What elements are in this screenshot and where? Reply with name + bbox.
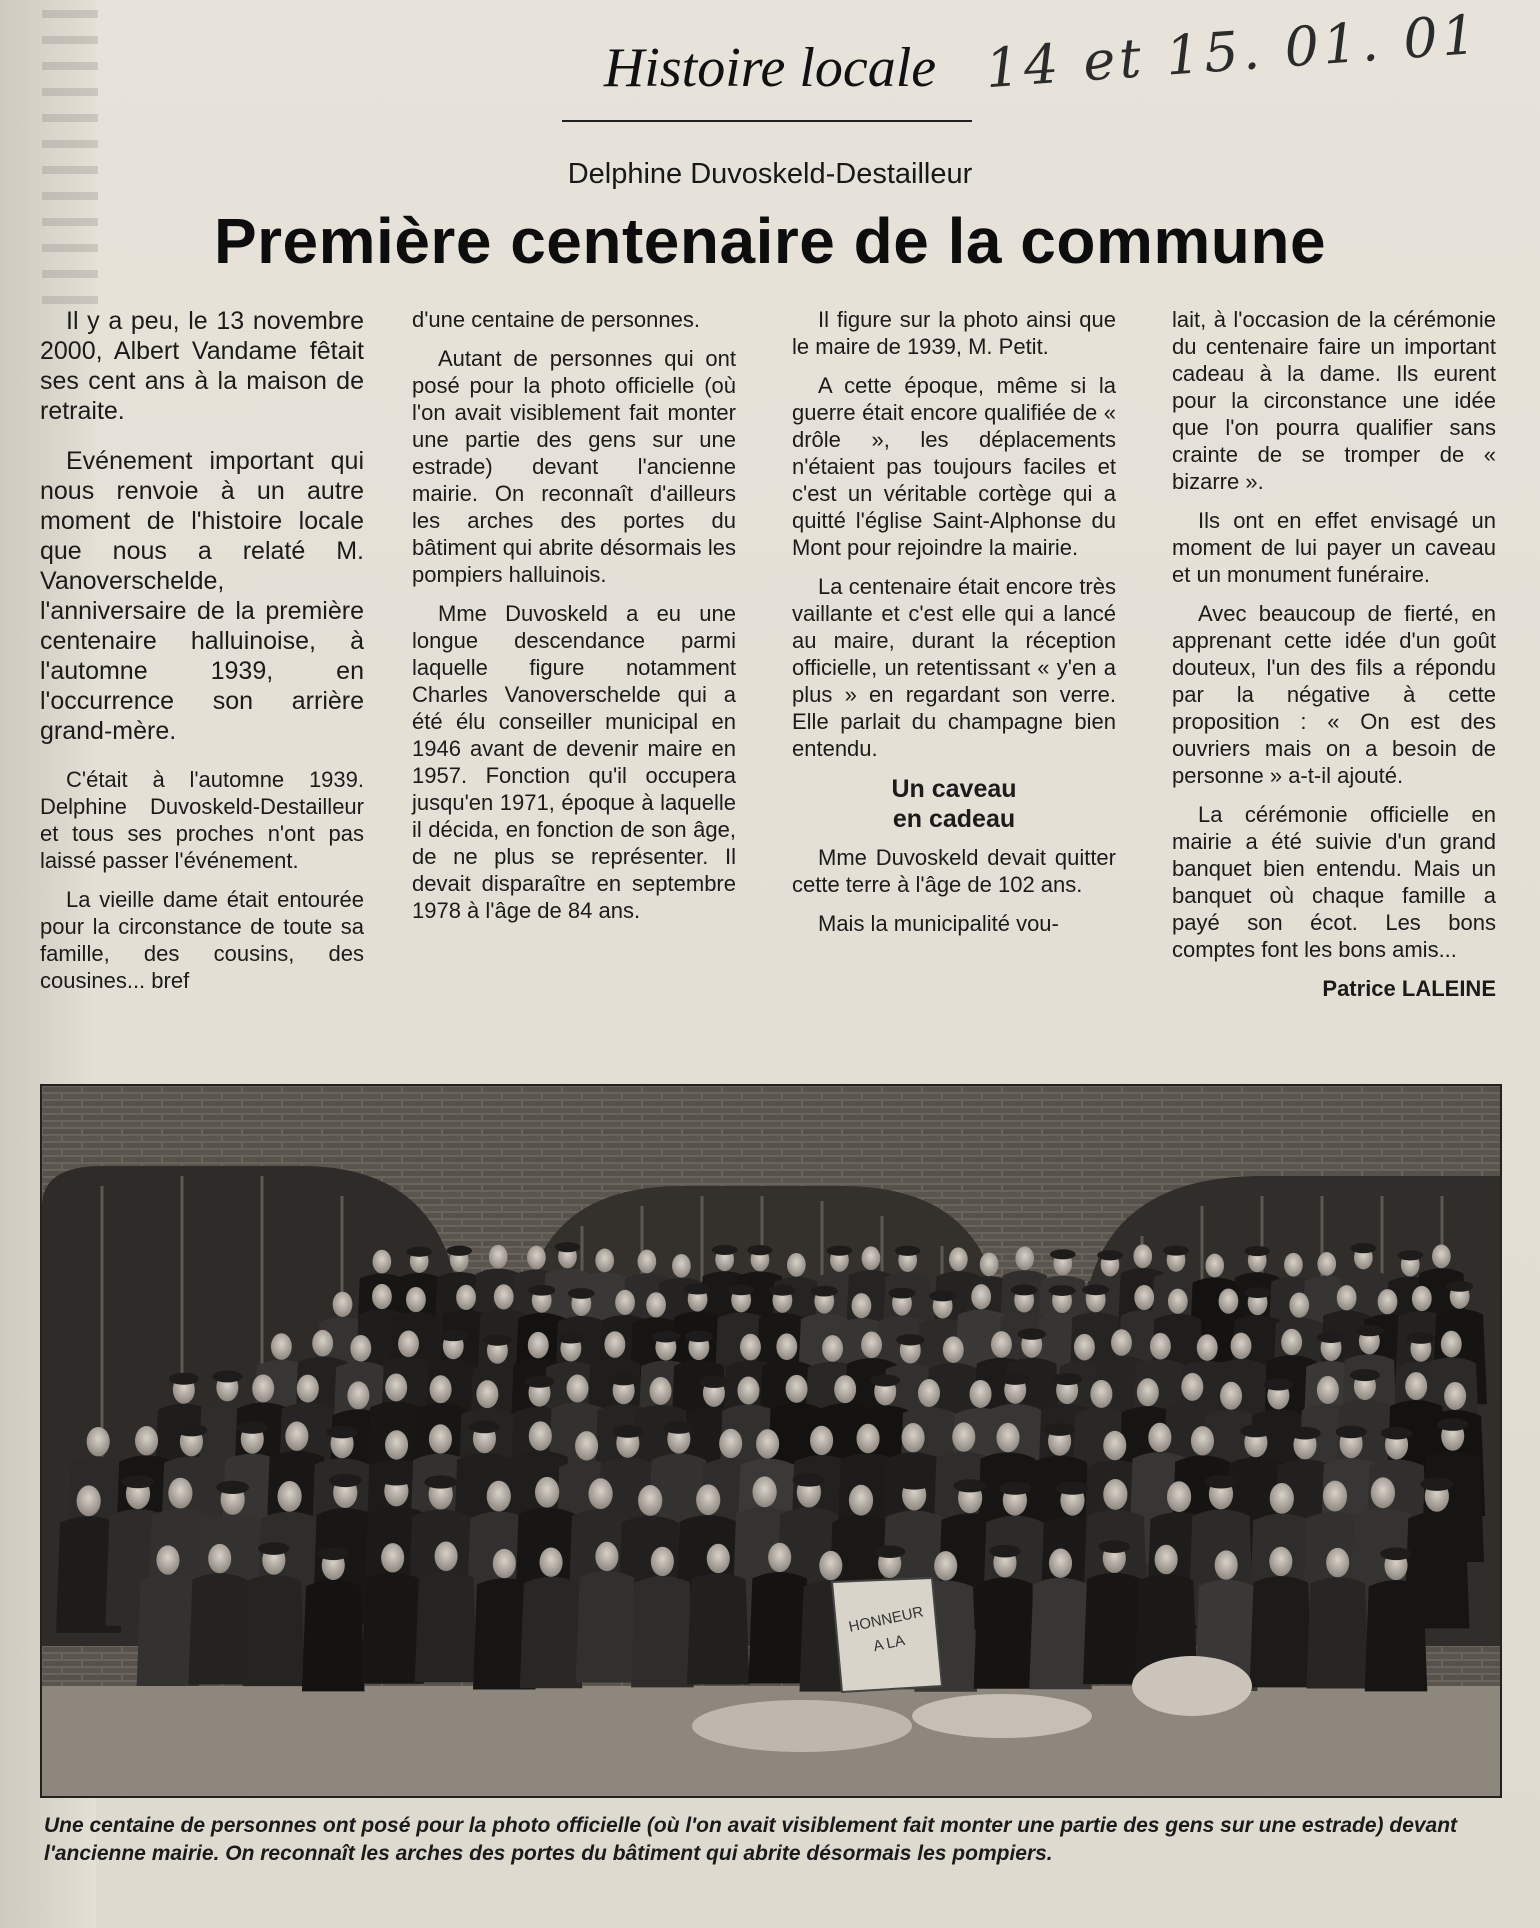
person-hat: [954, 1479, 987, 1492]
person-head: [1444, 1382, 1466, 1410]
person-hat: [1204, 1475, 1237, 1488]
person-head: [595, 1249, 614, 1273]
person-hat: [792, 1473, 825, 1486]
honour-banner: [832, 1578, 942, 1692]
person-hat: [557, 1332, 586, 1343]
person-head: [333, 1292, 353, 1317]
person-head: [1289, 1292, 1309, 1317]
person-hat: [237, 1421, 269, 1434]
section-rubric: Histoire locale: [603, 37, 937, 99]
person-head: [1167, 1481, 1191, 1512]
person-head: [168, 1478, 192, 1509]
person-head: [1231, 1333, 1252, 1360]
person-head: [285, 1421, 308, 1450]
person-head: [156, 1545, 179, 1574]
person-head: [1220, 1382, 1242, 1410]
person-hat: [1380, 1548, 1412, 1561]
person-hat: [895, 1246, 921, 1256]
person-head: [786, 1375, 808, 1403]
person-body: [1029, 1578, 1092, 1689]
person-head: [135, 1426, 158, 1455]
person-hat: [1052, 1373, 1082, 1385]
person-head: [398, 1330, 419, 1357]
person-head: [1323, 1481, 1347, 1512]
paragraph: Avec beaucoup de fierté, en apprenant cette idée d'un goût douteux, l'un des fils a répondu par la négative à cette proposition : « On est des ouvriers mais on a besoin de personne » a-t-il ajouté.: [1172, 601, 1496, 788]
person-hat: [989, 1545, 1021, 1558]
person-head: [1155, 1545, 1178, 1574]
person-head: [810, 1426, 833, 1455]
person-hat: [1097, 1250, 1123, 1260]
person-hat: [469, 1421, 501, 1434]
person-hat: [424, 1475, 457, 1488]
person-hat: [1050, 1249, 1076, 1259]
person-hat: [1244, 1246, 1270, 1256]
person-head: [312, 1330, 333, 1357]
person-head: [435, 1542, 458, 1571]
person-hat: [728, 1284, 755, 1295]
paragraph: La cérémonie officielle en mairie a été suivie d'un grand banquet bien entendu. Mais un banquet où chaque famille a payé son écot. Les bons comptes font les bons amis...: [1172, 802, 1496, 962]
person-hat: [1446, 1281, 1473, 1292]
rubric-underline: [562, 120, 972, 122]
handwritten-date: 14 et 15. 01. 01: [982, 2, 1482, 101]
group-photo: [40, 1084, 1502, 1798]
article-subtitle: Delphine Duvoskeld-Destailleur: [567, 158, 973, 190]
person-head: [1205, 1254, 1224, 1278]
person-hat: [1017, 1328, 1045, 1339]
person-hat: [1289, 1427, 1321, 1440]
person-head: [862, 1246, 881, 1270]
person-head: [1103, 1431, 1126, 1460]
person-head: [649, 1377, 671, 1405]
intertitle: [792, 774, 1116, 834]
person-hat: [568, 1288, 595, 1299]
person-head: [651, 1547, 674, 1576]
person-hat: [1407, 1332, 1436, 1343]
banner-text: HONNEUR: [847, 1603, 925, 1636]
person-head: [768, 1543, 791, 1572]
person-head: [430, 1375, 452, 1403]
person-head: [980, 1252, 999, 1276]
paragraph: Autant de personnes qui ont posé pour la photo officielle (où l'on avait visiblement fait monter une partie des gens sur une estrade) devant l'ancienne mairie. On reconnaît d'ailleurs les arches des portes du bâtiment qui abrite désormais les pompiers halluinois.: [412, 346, 736, 587]
person-hat: [1044, 1423, 1076, 1436]
person-head: [1432, 1244, 1451, 1268]
person-head: [1378, 1289, 1398, 1314]
person-head: [1137, 1378, 1159, 1406]
person-head: [456, 1285, 476, 1310]
person-hat: [1317, 1332, 1346, 1343]
person-head: [1371, 1477, 1395, 1508]
person-head: [646, 1292, 666, 1317]
person-head: [575, 1431, 598, 1460]
person-head: [1412, 1286, 1432, 1311]
person-head: [373, 1250, 392, 1274]
person-head: [372, 1284, 392, 1309]
person-head: [971, 1284, 991, 1309]
person-body: [361, 1572, 424, 1683]
person-head: [385, 1430, 408, 1459]
person-head: [949, 1247, 968, 1271]
person-head: [350, 1335, 371, 1362]
person-head: [1269, 1547, 1292, 1576]
person-head: [1074, 1334, 1095, 1361]
person-head: [787, 1253, 806, 1277]
person-hat: [169, 1373, 199, 1385]
person-body: [687, 1573, 750, 1684]
person-head: [385, 1373, 407, 1401]
person-head: [1219, 1289, 1239, 1314]
person-head: [535, 1477, 559, 1508]
column-4: [1172, 306, 1496, 1014]
person-body: [576, 1571, 639, 1682]
person-hat: [406, 1247, 432, 1257]
person-body: [631, 1576, 694, 1687]
person-head: [952, 1422, 975, 1451]
person-hat: [888, 1288, 915, 1299]
person-head: [604, 1331, 625, 1358]
person-head: [588, 1478, 612, 1509]
paragraph: Mme Duvoskeld a eu une longue descendance parmi laquelle figure notamment Charles Vanoverschelde qui a été élu conseiller municipal en 1946 avant de devenir maire en 1957. Fonction qu'il occupera jusqu'en 1971, époque à laquelle il décida, en fonction de son âge, de ne plus se représenter. Il devait disparaître en septembre 1978 à l'âge de 84 ans.: [412, 601, 736, 923]
person-head: [487, 1481, 511, 1512]
intertitle-line: en cadeau: [892, 805, 1016, 833]
person-head: [493, 1549, 516, 1578]
person-hat: [896, 1334, 925, 1345]
person-head: [527, 1246, 546, 1270]
person-head: [1049, 1549, 1072, 1578]
person-hat: [329, 1474, 362, 1487]
article-body: [40, 306, 1500, 1046]
person-head: [381, 1543, 404, 1572]
person-body: [302, 1580, 365, 1691]
person-body: [415, 1571, 478, 1682]
person-hat: [769, 1285, 796, 1296]
person-head: [819, 1551, 842, 1580]
paragraph: Il figure sur la photo ainsi que le maire de 1939, M. Petit.: [792, 307, 1116, 359]
person-hat: [747, 1245, 773, 1255]
author-signature: Patrice LALEINE: [1322, 976, 1496, 1001]
person-head: [252, 1374, 274, 1402]
person-head: [1103, 1479, 1127, 1510]
person-hat: [555, 1242, 581, 1252]
photo-caption: Une centaine de personnes ont posé pour la photo officielle (où l'on avait visiblement fait monter une partie des gens sur une estrade) devant l'ancienne mairie. On reconnaît les arches des portes du bâtiment qui abrite désormais les pompiers.: [44, 1814, 1458, 1865]
person-hat: [318, 1547, 350, 1560]
person-head: [1181, 1373, 1203, 1401]
person-hat: [652, 1331, 681, 1342]
person-hat: [326, 1426, 358, 1439]
person-hat: [685, 1331, 714, 1342]
person-hat: [528, 1285, 555, 1296]
person-head: [672, 1254, 691, 1278]
person-head: [1284, 1253, 1303, 1277]
person-head: [271, 1333, 292, 1360]
person-head: [719, 1429, 742, 1458]
person-head: [849, 1485, 873, 1516]
person-head: [540, 1547, 563, 1576]
person-head: [638, 1250, 657, 1274]
paragraph: A cette époque, même si la guerre était encore qualifiée de « drôle », les déplacements n'étaient pas toujours faciles et c'est un véritable cortège qui a quitté l'église Saint-Alphonse du Mont pour rejoindre la mairie.: [792, 373, 1116, 560]
person-head: [943, 1336, 964, 1363]
person-hat: [684, 1284, 711, 1295]
person-head: [707, 1544, 730, 1573]
person-head: [1015, 1246, 1034, 1270]
person-hat: [898, 1476, 931, 1489]
person-hat: [1000, 1373, 1030, 1385]
person-head: [1441, 1331, 1462, 1358]
paragraph: Evénement important qui nous renvoie à un autre moment de l'histoire locale que nous a relaté M. Vanoverschelde, l'anniversaire de la première centenaire halluinoise, à l'automne 1939, en l'occurrence son arrière grand-mère.: [40, 447, 364, 745]
person-hat: [1420, 1478, 1453, 1491]
person-head: [737, 1377, 759, 1405]
person-head: [494, 1284, 514, 1309]
person-head: [996, 1423, 1019, 1452]
person-body: [188, 1573, 251, 1684]
person-hat: [1263, 1378, 1293, 1390]
paragraph: Il y a peu, le 13 novembre 2000, Albert Vandame fêtait ses cent ans à la maison de retraite.: [40, 307, 364, 425]
person-head: [1148, 1423, 1171, 1452]
person-body: [974, 1577, 1037, 1688]
person-head: [822, 1335, 843, 1362]
column-2: [412, 306, 736, 936]
column-3: [792, 306, 1116, 949]
person-hat: [1351, 1243, 1377, 1253]
paragraph: Mais la municipalité vou-: [818, 911, 1059, 936]
paragraph: La centenaire était encore très vaillante et c'est elle qui a lancé au maire, durant la réception officielle, un retentissant « y'en a plus » en regardant son verre. Elle parlait du champagne bien entendu.: [792, 574, 1116, 761]
person-body: [243, 1575, 306, 1686]
person-head: [429, 1424, 452, 1453]
person-head: [1191, 1426, 1214, 1455]
person-hat: [1335, 1426, 1367, 1439]
person-head: [1134, 1285, 1154, 1310]
person-head: [1133, 1244, 1152, 1268]
person-hat: [380, 1472, 413, 1485]
person-hat: [712, 1245, 738, 1255]
person-hat: [811, 1286, 838, 1297]
person-hat: [439, 1330, 468, 1341]
person-hat: [447, 1246, 473, 1256]
person-head: [567, 1375, 589, 1403]
person-head: [489, 1245, 508, 1269]
person-head: [595, 1542, 618, 1571]
person-head: [1090, 1380, 1112, 1408]
paragraph: d'une centaine de personnes.: [412, 307, 700, 332]
person-body: [1306, 1577, 1369, 1688]
person-head: [1215, 1550, 1238, 1579]
person-body: [520, 1577, 583, 1688]
person-hat: [1082, 1284, 1109, 1295]
person-head: [77, 1485, 101, 1516]
paragraph: Mme Duvoskeld devait quitter cette terre à l'âge de 102 ans.: [792, 845, 1116, 897]
person-hat: [1163, 1245, 1189, 1255]
paragraph: La vieille dame était entourée pour la circonstance de toute sa famille, des cousins, des cousines... bref: [40, 887, 364, 993]
person-hat: [1056, 1482, 1089, 1495]
person-hat: [663, 1421, 695, 1434]
person-head: [852, 1293, 872, 1318]
person-hat: [699, 1376, 729, 1388]
person-head: [1111, 1329, 1132, 1356]
intertitle-line: Un caveau: [891, 775, 1017, 803]
person-head: [1337, 1285, 1357, 1310]
group-photo-illustration: [42, 1086, 1500, 1796]
person-head: [87, 1427, 110, 1456]
person-hat: [1437, 1418, 1469, 1431]
person-head: [297, 1375, 319, 1403]
person-hat: [874, 1545, 906, 1558]
person-hat: [212, 1370, 242, 1382]
person-hat: [929, 1291, 956, 1302]
person-hat: [1049, 1285, 1076, 1296]
person-hat: [1381, 1427, 1413, 1440]
person-head: [476, 1380, 498, 1408]
person-hat: [216, 1481, 249, 1494]
person-hat: [1240, 1425, 1272, 1438]
paragraph: C'était à l'automne 1939. Delphine Duvoskeld-Destailleur et tous ses proches n'ont pas laissé passer l'événement.: [40, 767, 364, 873]
person-head: [528, 1332, 549, 1359]
person-head: [1405, 1372, 1427, 1400]
person-head: [1270, 1483, 1294, 1514]
person-head: [696, 1484, 720, 1515]
person-head: [970, 1380, 992, 1408]
person-head: [902, 1423, 925, 1452]
person-hat: [998, 1482, 1031, 1495]
paragraph: Ils ont en effet envisagé un moment de lui payer un caveau et un monument funéraire.: [1172, 508, 1496, 587]
person-head: [753, 1476, 777, 1507]
person-hat: [1011, 1285, 1038, 1296]
person-head: [529, 1421, 552, 1450]
person-head: [1168, 1289, 1188, 1314]
person-hat: [258, 1542, 290, 1555]
person-hat: [827, 1246, 853, 1256]
person-head: [918, 1379, 940, 1407]
person-hat: [612, 1425, 644, 1438]
person-hat: [483, 1334, 512, 1345]
person-head: [740, 1334, 761, 1361]
article-headline: Première centenaire de la commune: [213, 205, 1327, 277]
person-head: [615, 1290, 635, 1315]
person-head: [406, 1287, 426, 1312]
person-hat: [524, 1376, 554, 1388]
person-hat: [870, 1374, 900, 1386]
person-head: [1281, 1329, 1302, 1356]
column-1: [40, 306, 364, 1014]
person-head: [1326, 1548, 1349, 1577]
person-head: [277, 1481, 301, 1512]
person-hat: [1244, 1287, 1271, 1298]
person-hat: [122, 1475, 155, 1488]
person-hat: [609, 1373, 639, 1385]
person-head: [347, 1381, 369, 1409]
person-head: [208, 1544, 231, 1573]
paragraph: lait, à l'occasion de la cérémonie du centenaire faire un important cadeau à la dame. Ils eurent pour la circonstance une idée que l'on pourra qualifier sans crainte de se tromper de « bizarre ».: [1172, 307, 1496, 494]
person-hat: [1350, 1369, 1380, 1381]
person-hat: [1355, 1325, 1384, 1336]
person-head: [1197, 1334, 1218, 1361]
person-head: [1317, 1252, 1336, 1276]
banner-text: A LA: [871, 1631, 907, 1656]
person-body: [1365, 1580, 1428, 1691]
person-head: [861, 1332, 882, 1359]
person-head: [856, 1424, 879, 1453]
person-head: [776, 1333, 797, 1360]
person-head: [934, 1551, 957, 1580]
person-head: [1317, 1376, 1339, 1404]
person-head: [834, 1375, 856, 1403]
person-head: [991, 1331, 1012, 1358]
person-head: [756, 1429, 779, 1458]
person-body: [1250, 1576, 1313, 1687]
person-hat: [1397, 1250, 1423, 1260]
person-hat: [176, 1424, 208, 1437]
person-head: [638, 1485, 662, 1516]
person-head: [1150, 1333, 1171, 1360]
person-hat: [1099, 1540, 1131, 1553]
